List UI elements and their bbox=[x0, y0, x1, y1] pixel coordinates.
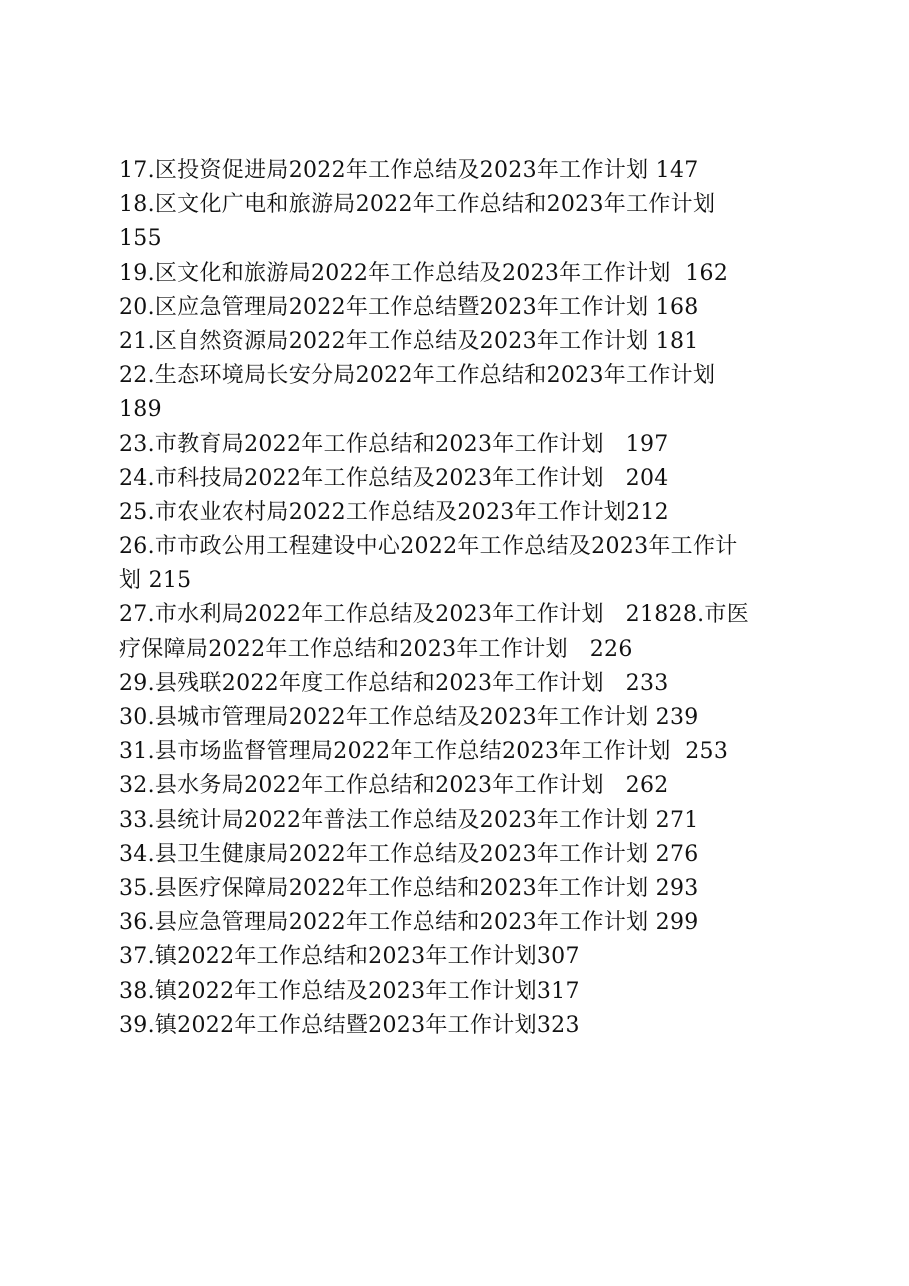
toc-line: 25.市农业农村局2022工作总结及2023年工作计划212 bbox=[119, 499, 669, 525]
toc-line: 疗保障局2022年工作总结和2023年工作计划 226 bbox=[119, 636, 633, 662]
toc-line: 22.生态环境局长安分局2022年工作总结和2023年工作计划 bbox=[119, 363, 716, 389]
toc-line: 32.县水务局2022年工作总结和2023年工作计划 262 bbox=[119, 773, 669, 799]
toc-line: 36.县应急管理局2022年工作总结和2023年工作计划 299 bbox=[119, 910, 699, 936]
table-of-contents bbox=[119, 154, 809, 1043]
toc-line: 26.市市政公用工程建设中心2022年工作总结及2023年工作计 bbox=[119, 534, 738, 560]
toc-line: 29.县残联2022年度工作总结和2023年工作计划 233 bbox=[119, 670, 669, 696]
toc-line: 155 bbox=[119, 226, 162, 252]
toc-line: 17.区投资促进局2022年工作总结及2023年工作计划 147 bbox=[119, 158, 699, 183]
toc-line: 19.区文化和旅游局2022年工作总结及2023年工作计划 162 bbox=[119, 260, 729, 286]
toc-line: 35.县医疗保障局2022年工作总结和2023年工作计划 293 bbox=[119, 875, 699, 901]
toc-line: 20.区应急管理局2022年工作总结暨2023年工作计划 168 bbox=[119, 294, 699, 320]
toc-line: 划 215 bbox=[119, 568, 192, 594]
toc-line: 38.镇2022年工作总结及2023年工作计划317 bbox=[119, 978, 580, 1004]
toc-line: 37.镇2022年工作总结和2023年工作计划307 bbox=[119, 944, 580, 970]
toc-line: 24.市科技局2022年工作总结及2023年工作计划 204 bbox=[119, 465, 669, 491]
toc-line: 33.县统计局2022年普法工作总结及2023年工作计划 271 bbox=[119, 807, 699, 833]
toc-line: 18.区文化广电和旅游局2022年工作总结和2023年工作计划 bbox=[119, 192, 716, 218]
toc-line: 30.县城市管理局2022年工作总结及2023年工作计划 239 bbox=[119, 705, 699, 730]
toc-line: 189 bbox=[119, 397, 162, 423]
toc-line: 21.区自然资源局2022年工作总结及2023年工作计划 181 bbox=[119, 328, 699, 354]
toc-line: 23.市教育局2022年工作总结和2023年工作计划 197 bbox=[119, 431, 669, 457]
toc-line: 39.镇2022年工作总结暨2023年工作计划323 bbox=[119, 1012, 580, 1038]
toc-line: 27.市水利局2022年工作总结及2023年工作计划 21828.市医 bbox=[119, 602, 750, 628]
toc-line: 34.县卫生健康局2022年工作总结及2023年工作计划 276 bbox=[119, 841, 699, 867]
toc-line: 31.县市场监督管理局2022年工作总结2023年工作计划 253 bbox=[119, 739, 729, 765]
